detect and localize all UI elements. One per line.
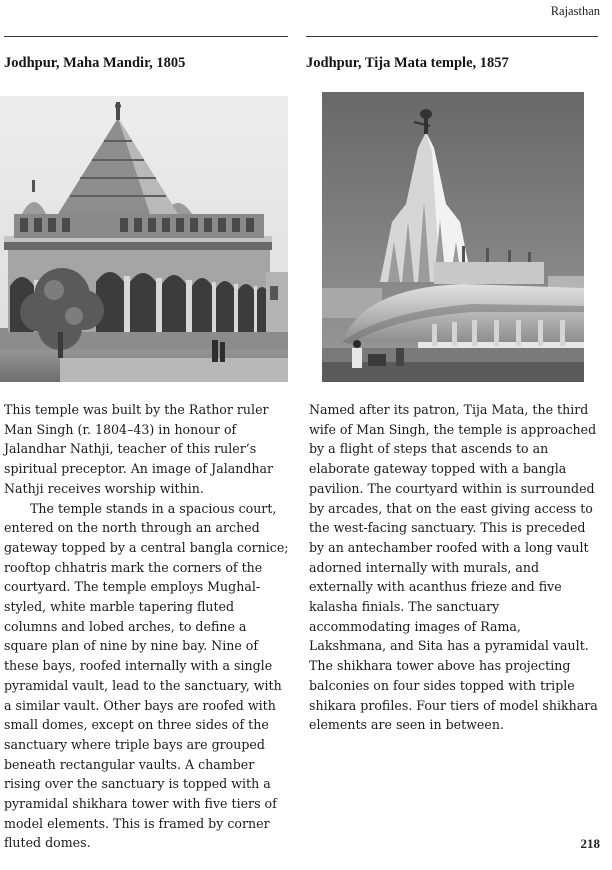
running-head: Rajasthan — [550, 4, 600, 18]
page-number: 218 — [580, 836, 600, 851]
left-paragraph-1: This temple was built by the Rathor ruler Man Singh (r. 1804–43) in honour of Jalandhar Nathji, teacher of this ruler’s spiritual preceptor. An image of Jalandhar Nathji receives worship within. — [4, 402, 274, 496]
left-caption-rule — [4, 36, 288, 37]
right-column-body — [309, 400, 601, 735]
right-photo-caption: Jodhpur, Tija Mata temple, 1857 — [306, 55, 509, 71]
right-caption-rule — [306, 36, 598, 37]
maha-mandir-photo — [0, 96, 288, 382]
left-photo-caption: Jodhpur, Maha Mandir, 1805 — [4, 55, 186, 71]
left-paragraph-2: The temple stands in a spacious court, entered on the north through an arched gateway topped by a central bangla cornice; rooftop chhatris mark the corners of the courtyard. The temple employs Mughal-styled, white marble tapering fluted columns and lobed arches, to define a square plan of nine by nine bay. Nine of these bays, roofed internally with a single pyramidal vault, lead to the sanctuary, with a similar vault. Other bays are roofed with small domes, except on three sides of the sanctuary where triple bays are grouped beneath rectangular vaults. A chamber rising over the sanctuary is topped with a pyramidal shikhara tower with five tiers of model elements. This is framed by corner fluted domes. — [4, 500, 289, 851]
right-paragraph-1: Named after its patron, Tija Mata, the third wife of Man Singh, the temple is approached by a flight of steps that ascends to an elaborate gateway topped with a bangla pavilion. The courtyard within is surrounded by arcades, that on the east giving access to the west-facing sanctuary. This is preceded by an antechamber roofed with a long vault adorned internally with murals, and externally with acanthus frieze and five kalasha finials. The sanctuary accommodating images of Rama, Lakshmana, and Sita has a pyramidal vault. The shikhara tower above has projecting balconies on four sides topped with triple shikara profiles. Four tiers of model shikhara elements are seen in between. — [309, 402, 598, 733]
tija-mata-temple-photo — [322, 92, 584, 382]
left-column-body — [4, 400, 290, 853]
